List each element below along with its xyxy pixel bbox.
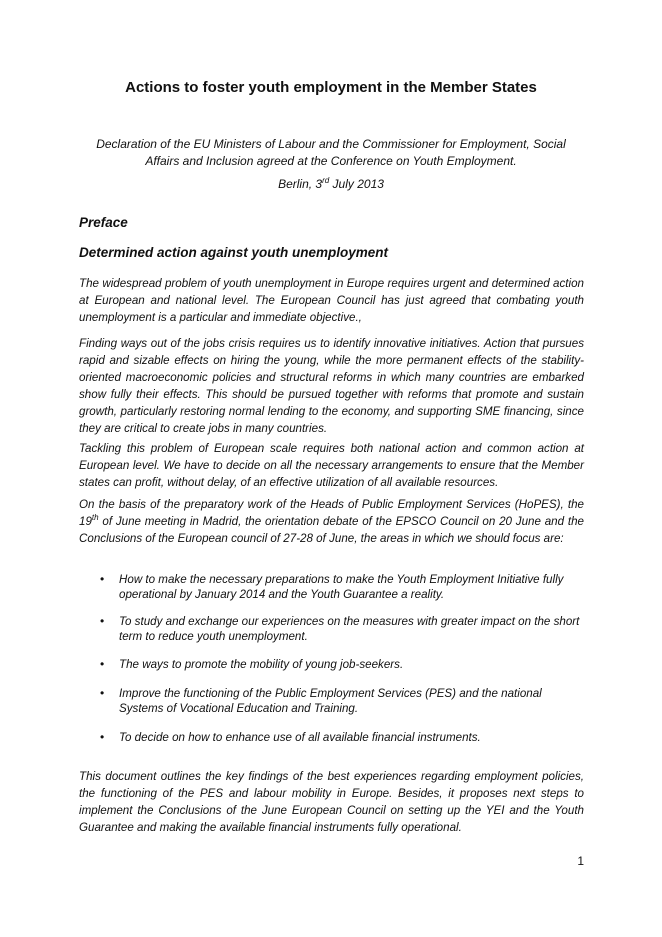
- paragraph-1: The widespread problem of youth unemployment in Europe requires urgent and determined action at European and national level. The European Council has just agreed that combating youth unemployment is a particular and immediate objective.,: [79, 277, 584, 324]
- paragraph-4-part-a: On the basis of the preparatory work of the Heads of Public Employment Services (HoPES), the 19: [79, 498, 584, 528]
- page-number: 1: [577, 854, 584, 868]
- list-item-text: To decide on how to enhance use of all available financial instruments.: [119, 731, 481, 744]
- date-superscript: rd: [322, 176, 330, 185]
- section-heading: Determined action against youth unemployment: [79, 245, 389, 260]
- preface-heading: Preface: [79, 215, 128, 230]
- document-subtitle: [0, 136, 662, 170]
- list-item-text: Improve the functioning of the Public Employment Services (PES) and the national Systems of Vocational Education and Training.: [119, 687, 542, 715]
- document-title: Actions to foster youth employment in the Member States: [125, 79, 537, 96]
- bullet-icon: •: [100, 657, 105, 671]
- paragraph-4-part-b: of June meeting in Madrid, the orientation debate of the EPSCO Council on 20 June and the Conclusions of the European council of 27-28 of June, the areas in which we should focus are:: [79, 515, 584, 545]
- paragraph-4: [79, 496, 584, 547]
- paragraph-2: Finding ways out of the jobs crisis requires us to identify innovative initiatives. Action that pursues rapid and sizable effects on hiring the young, while the more permanent effects of the stability-oriented macroeconomic policies and structural reforms in which many countries are embarked show fully their effects. This should be pursued together with reforms that promote and sustain growth, particularly restoring normal lending to the economy, and supporting SME financing, since they are critical to create jobs in many countries.: [79, 337, 584, 435]
- list-item-text: The ways to promote the mobility of young job-seekers.: [119, 658, 404, 671]
- list-item-text: To study and exchange our experiences on the measures with greater impact on the short term to reduce youth unemployment.: [119, 615, 580, 643]
- date-prefix: Berlin, 3: [278, 177, 323, 191]
- bullet-icon: •: [100, 572, 105, 586]
- subtitle-text: Declaration of the EU Ministers of Labour and the Commissioner for Employment, Social Affairs and Inclusion agreed at the Conference on Youth Employment.: [96, 137, 566, 168]
- bullet-icon: •: [100, 614, 105, 628]
- date-suffix: July 2013: [329, 177, 384, 191]
- bullet-icon: •: [100, 686, 105, 700]
- paragraph-5: This document outlines the key findings of the best experiences regarding employment policies, the functioning of the PES and labour mobility in Europe. Besides, it proposes next steps to implement the Conclusions of the June European Council on setting up the YEI and the Youth Guarantee and making the available financial instruments fully operational.: [79, 770, 584, 834]
- bullet-icon: •: [100, 730, 105, 744]
- paragraph-3: Tackling this problem of European scale requires both national action and common action at European level. We have to decide on all the necessary arrangements to ensure that the Member states can profit, without delay, of an effective utilization of all available resources.: [79, 442, 584, 489]
- list-item-text: How to make the necessary preparations to make the Youth Employment Initiative fully operational by January 2014 and the Youth Guarantee a reality.: [119, 573, 564, 601]
- paragraph-4-superscript: th: [91, 513, 99, 523]
- document-date: [0, 176, 662, 192]
